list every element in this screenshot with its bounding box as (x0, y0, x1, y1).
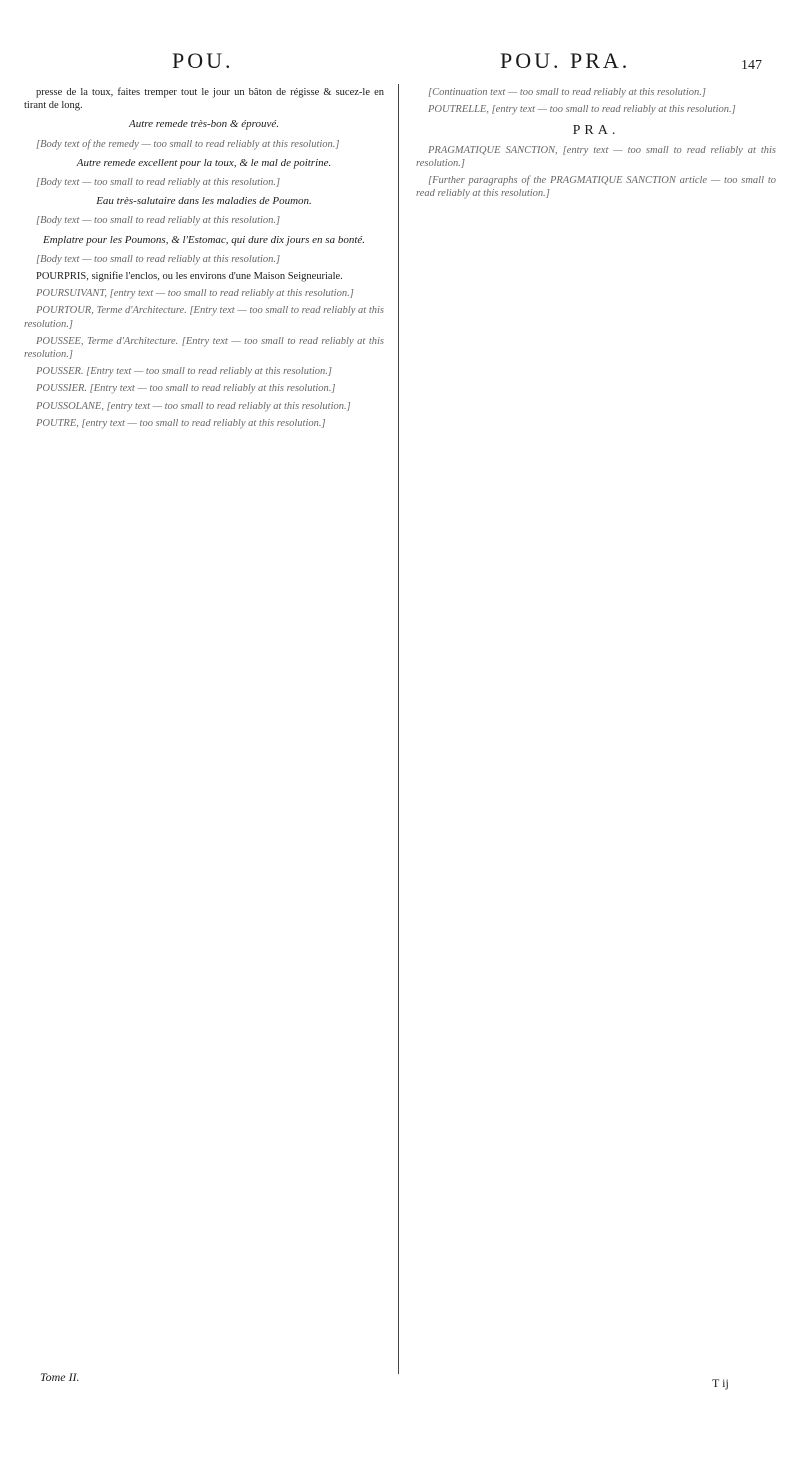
paragraph: [Body text — too small to read reliably at this resolution.] (36, 177, 281, 189)
page-number: 147 (741, 58, 762, 73)
dictionary-entry: POUSSIER. [Entry text — too small to read reliably at this resolution.] (36, 383, 336, 395)
paragraph: presse de la toux, faites tremper tout le jour un bâton de régisse & sucez-le en tirant de long. (24, 87, 384, 112)
subheading: Emplatre pour les Poumons, & l'Estomac, qui dure dix jours en sa bonté. (42, 233, 366, 246)
paragraph: [Further paragraphs of the PRAGMATIQUE SANCTION article — too small to read reliably at this resolution.] (416, 175, 776, 200)
running-head-right: POU. PRA. (500, 48, 631, 73)
section-heading: PRA. (572, 123, 620, 139)
volume-signature: Tome II. (40, 1370, 80, 1384)
dictionary-entry: POUSSER. [Entry text — too small to read reliably at this resolution.] (36, 366, 333, 378)
dictionary-entry: POUSSOLANE, [entry text — too small to read reliably at this resolution.] (36, 400, 351, 412)
left-column (24, 86, 384, 434)
running-head-left: POU. (172, 48, 234, 73)
paragraph: [Body text of the remedy — too small to read reliably at this resolution.] (36, 138, 340, 150)
right-column (416, 86, 776, 204)
subheading: Eau très-salutaire dans les maladies de Poumon. (96, 195, 312, 208)
subheading: Autre remede excellent pour la toux, & le mal de poitrine. (76, 156, 332, 169)
dictionary-entry: POUTRE, [entry text — too small to read reliably at this resolution.] (36, 417, 326, 429)
paragraph: [Body text — too small to read reliably at this resolution.] (36, 215, 281, 227)
dictionary-entry: POURSUIVANT, [entry text — too small to read reliably at this resolution.] (36, 288, 354, 300)
gathering-signature: T ij (712, 1376, 729, 1390)
dictionary-entry: POUSSEE, Terme d'Architecture. [Entry text — too small to read reliably at this resolution.] (24, 335, 384, 361)
subheading: Autre remede très-bon & éprouvé. (129, 118, 279, 131)
column-rule (398, 84, 399, 1374)
dictionary-entry: POURPRIS, signifie l'enclos, ou les environs d'une Maison Seigneuriale. (36, 271, 343, 283)
dictionary-entry: PRAGMATIQUE SANCTION, [entry text — too small to read reliably at this resolution.] (416, 144, 776, 169)
dictionary-entry: POUTRELLE, [entry text — too small to read reliably at this resolution.] (428, 104, 736, 116)
paragraph: [Continuation text — too small to read reliably at this resolution.] (428, 87, 706, 98)
dictionary-entry: POURTOUR, Terme d'Architecture. [Entry text — too small to read reliably at this resolution.] (24, 305, 384, 330)
paragraph: [Body text — too small to read reliably at this resolution.] (36, 253, 281, 265)
